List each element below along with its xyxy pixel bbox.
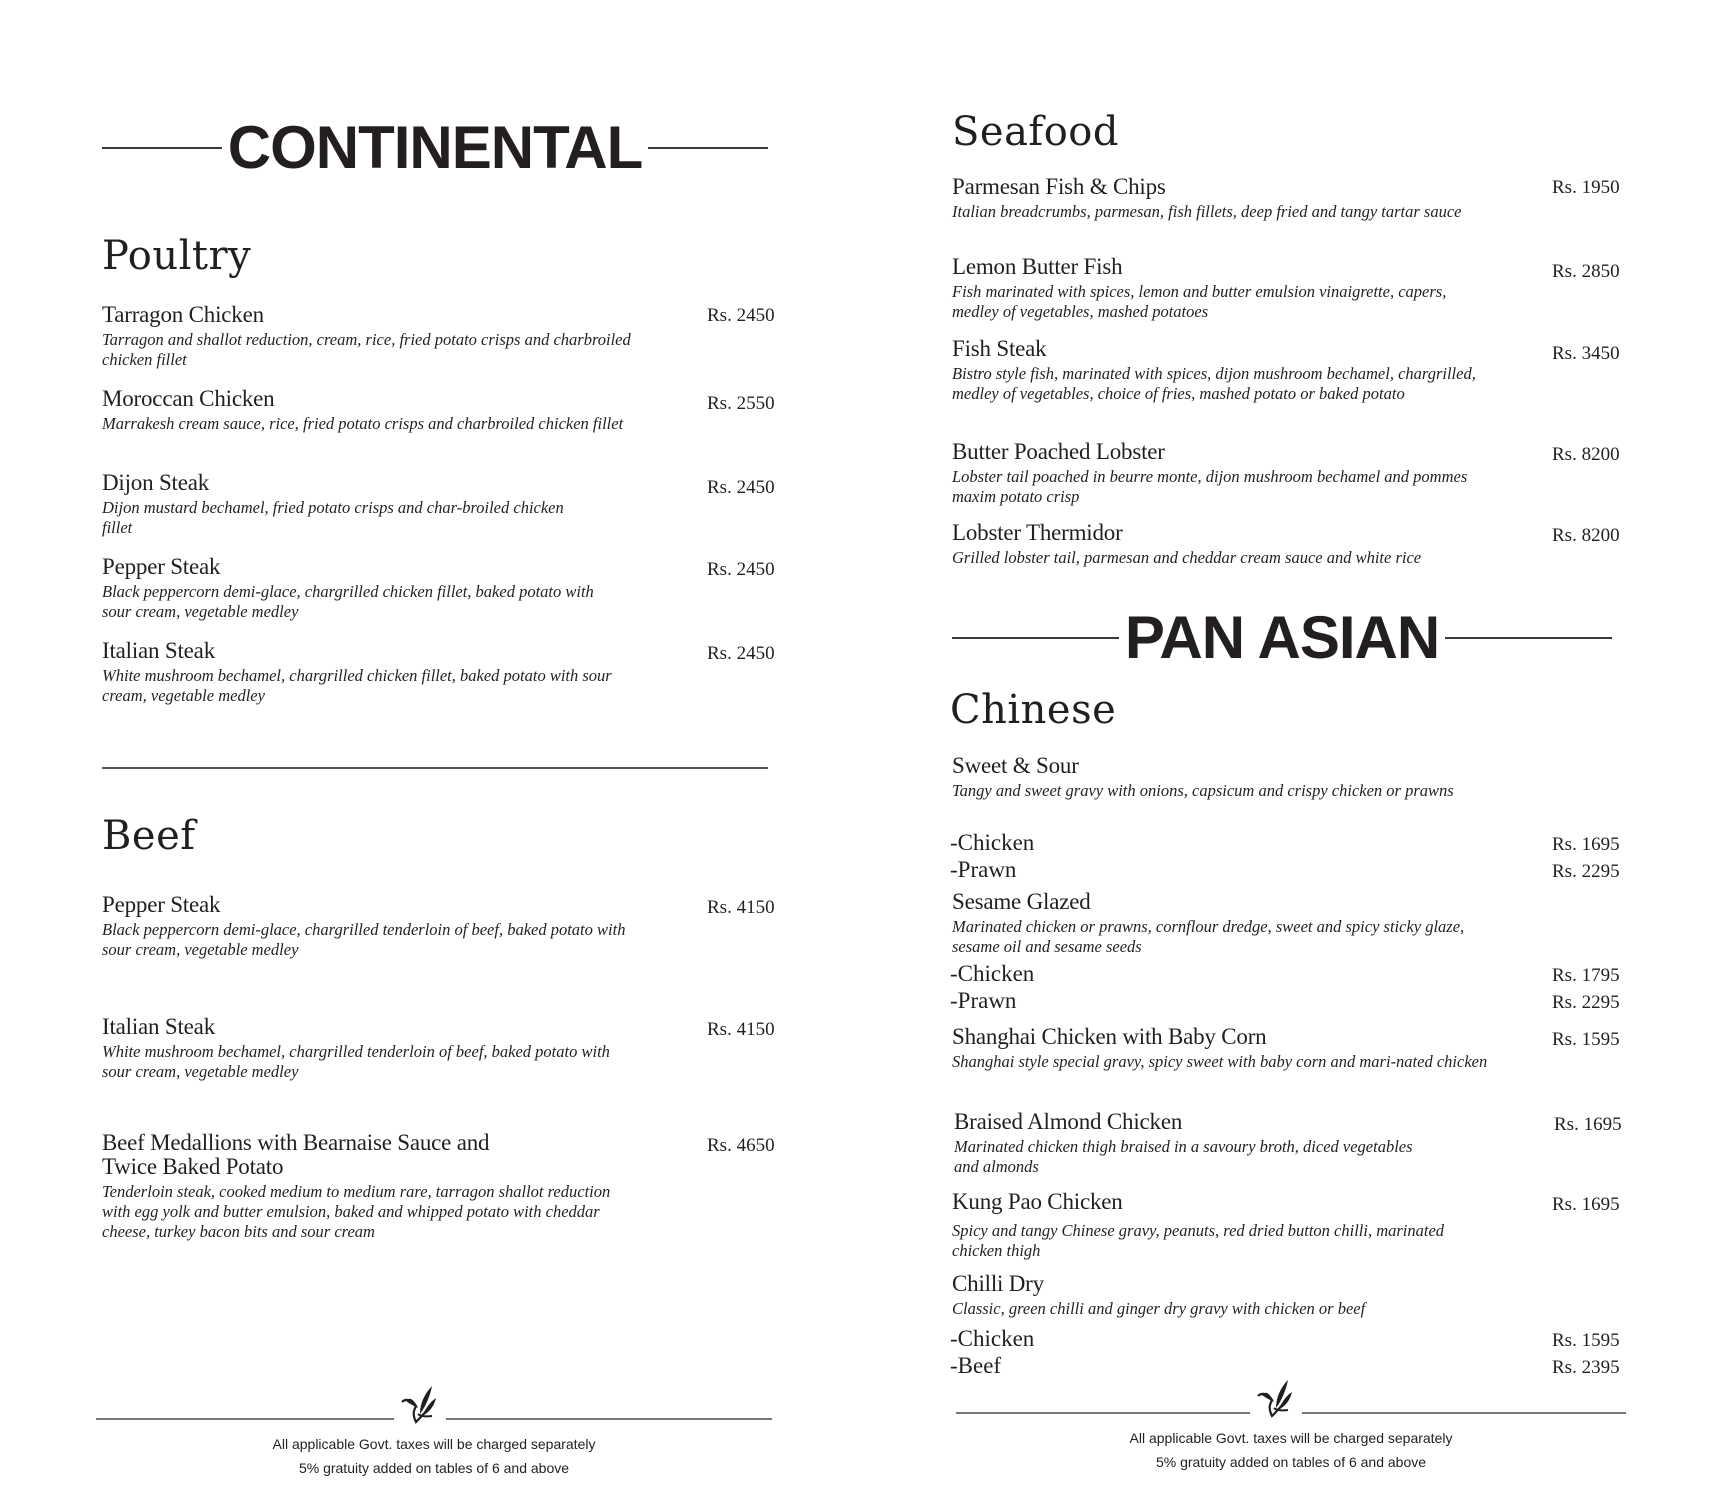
cuisine-title: PAN ASIAN [1124, 604, 1440, 671]
item-description: Dijon mustard bechamel, fried potato crisps and char-broiled chicken fillet [102, 498, 564, 537]
item-price: Rs. 2450 [707, 477, 775, 498]
item-price: Rs. 2850 [1552, 261, 1620, 282]
item-name: Kung Pao Chicken [952, 1189, 1123, 1214]
item-description: Tarragon and shallot reduction, cream, rice, fried potato crisps and charbroiled chicken fillet [102, 330, 631, 369]
variant-label: -Chicken [950, 961, 1035, 986]
menu-item [102, 1131, 642, 1242]
item-name: Parmesan Fish & Chips [952, 174, 1166, 199]
item-price: Rs. 2450 [707, 305, 775, 326]
menu-footer [956, 1378, 1626, 1474]
menu-item [952, 255, 1482, 322]
cuisine-title: CONTINENTAL [227, 114, 643, 181]
variant-price: Rs. 1795 [1552, 965, 1620, 986]
item-name: Chilli Dry [952, 1271, 1044, 1296]
item-name: Braised Almond Chicken [954, 1109, 1183, 1134]
item-price: Rs. 4150 [707, 1019, 775, 1040]
item-name: Fish Steak [952, 336, 1047, 361]
item-name: Tarragon Chicken [102, 302, 264, 327]
item-description: White mushroom bechamel, chargrilled chicken fillet, baked potato with sour cream, vegetable medley [102, 666, 612, 705]
item-description: Marinated chicken thigh braised in a savoury broth, diced vegetables and almonds [954, 1137, 1413, 1176]
item-price: Rs. 4150 [707, 897, 775, 918]
tax-note: All applicable Govt. taxes will be charged separately [272, 1436, 596, 1452]
footer-rule-right [1302, 1412, 1626, 1414]
variant-label: -Chicken [950, 1326, 1035, 1351]
right-menu-page [858, 0, 1717, 1512]
left-menu-page [0, 0, 858, 1512]
menu-item [102, 639, 642, 706]
item-price: Rs. 1950 [1552, 177, 1620, 198]
item-description: White mushroom bechamel, chargrilled tenderloin of beef, baked potato with sour cream, vegetable medley [102, 1042, 610, 1081]
menu-footer [96, 1384, 772, 1480]
header-rule-right [1445, 637, 1612, 639]
variant-price: Rs. 2295 [1552, 992, 1620, 1013]
item-description: Tenderloin steak, cooked medium to medium rare, tarragon shallot reduction with egg yolk and butter emulsion, baked and whipped potato with cheddar cheese, turkey bacon bits and sour cream [102, 1182, 611, 1241]
item-price: Rs. 8200 [1552, 444, 1620, 465]
menu-item [952, 440, 1472, 507]
section-divider [102, 767, 768, 769]
item-price: Rs. 1695 [1554, 1114, 1622, 1135]
footer-rule-right [446, 1418, 772, 1420]
item-description: Fish marinated with spices, lemon and butter emulsion vinaigrette, capers, medley of vegetables, mashed potatoes [952, 282, 1447, 321]
category-heading-beef: Beef [102, 813, 196, 859]
menu-item [102, 303, 642, 370]
header-rule-right [648, 147, 768, 149]
variant-label: -Beef [950, 1353, 1002, 1378]
tax-note: All applicable Govt. taxes will be charged separately [1129, 1430, 1453, 1446]
menu-item [102, 387, 642, 434]
menu-item [952, 1190, 1452, 1261]
item-name: Beef Medallions with Bearnaise Sauce and Twice Baked Potato [102, 1130, 490, 1179]
menu-item [952, 175, 1472, 222]
variant-price: Rs. 2395 [1552, 1357, 1620, 1378]
item-description: Marrakesh cream sauce, rice, fried potato crisps and charbroiled chicken fillet [102, 414, 624, 433]
item-name: Lobster Thermidor [952, 520, 1123, 545]
item-description: Black peppercorn demi-glace, chargrilled chicken fillet, baked potato with sour cream, vegetable medley [102, 582, 594, 621]
item-name: Sesame Glazed [952, 889, 1091, 914]
menu-item [954, 1110, 1434, 1177]
item-name: Dijon Steak [102, 470, 210, 495]
item-price: Rs. 1695 [1552, 1194, 1620, 1215]
gratuity-note: 5% gratuity added on tables of 6 and above [298, 1460, 570, 1476]
item-description: Black peppercorn demi-glace, chargrilled tenderloin of beef, baked potato with sour cream, vegetable medley [102, 920, 626, 959]
item-price: Rs. 2550 [707, 393, 775, 414]
header-rule-left [952, 637, 1119, 639]
variant-label: -Prawn [950, 857, 1017, 882]
leaf-ornament-icon [396, 1384, 440, 1428]
item-description: Grilled lobster tail, parmesan and cheddar cream sauce and white rice [952, 548, 1422, 567]
gratuity-note: 5% gratuity added on tables of 6 and above [1155, 1454, 1427, 1470]
item-name: Sweet & Sour [952, 753, 1079, 778]
menu-item [102, 471, 582, 538]
item-price: Rs. 4650 [707, 1135, 775, 1156]
menu-item [952, 1272, 1532, 1319]
item-description: Classic, green chilli and ginger dry gravy with chicken or beef [952, 1299, 1366, 1318]
footer-rule-left [96, 1418, 394, 1420]
category-heading-poultry: Poultry [102, 233, 252, 279]
menu-item [952, 754, 1482, 801]
menu-item [952, 521, 1532, 568]
item-name: Lemon Butter Fish [952, 254, 1123, 279]
menu-item [102, 893, 642, 960]
menu-item [952, 337, 1482, 404]
cuisine-header-pan-asian [952, 604, 1612, 671]
item-name: Shanghai Chicken with Baby Corn [952, 1024, 1267, 1049]
menu-item [102, 555, 612, 622]
menu-item [952, 1025, 1492, 1072]
item-name: Italian Steak [102, 638, 215, 663]
item-description: Italian breadcrumbs, parmesan, fish fillets, deep fried and tangy tartar sauce [952, 202, 1462, 221]
item-description: Shanghai style special gravy, spicy sweet with baby corn and mari-nated chicken [952, 1052, 1488, 1071]
item-price: Rs. 1595 [1552, 1029, 1620, 1050]
category-heading-chinese: Chinese [950, 687, 1117, 733]
variant-price: Rs. 1595 [1552, 1330, 1620, 1351]
item-price: Rs. 2450 [707, 643, 775, 664]
cuisine-header-continental [102, 114, 768, 181]
item-name: Pepper Steak [102, 892, 221, 917]
item-name: Butter Poached Lobster [952, 439, 1165, 464]
variant-price: Rs. 1695 [1552, 834, 1620, 855]
header-rule-left [102, 147, 222, 149]
leaf-ornament-icon [1252, 1378, 1296, 1422]
item-price: Rs. 3450 [1552, 343, 1620, 364]
footer-rule-left [956, 1412, 1250, 1414]
item-price: Rs. 2450 [707, 559, 775, 580]
category-heading-seafood: Seafood [952, 109, 1119, 155]
item-description: Spicy and tangy Chinese gravy, peanuts, red dried button chilli, marinated chicken thigh [952, 1221, 1445, 1260]
item-description: Tangy and sweet gravy with onions, capsicum and crispy chicken or prawns [952, 781, 1454, 800]
variant-price: Rs. 2295 [1552, 861, 1620, 882]
item-name: Moroccan Chicken [102, 386, 275, 411]
item-description: Bistro style fish, marinated with spices, dijon mushroom bechamel, chargrilled, medley of vegetables, choice of fries, mashed potato or baked potato [952, 364, 1476, 403]
menu-item [102, 1015, 622, 1082]
item-price: Rs. 8200 [1552, 525, 1620, 546]
menu-item [952, 890, 1472, 957]
variant-label: -Prawn [950, 988, 1017, 1013]
item-name: Italian Steak [102, 1014, 215, 1039]
item-description: Lobster tail poached in beurre monte, dijon mushroom bechamel and pommes maxim potato crisp [952, 467, 1468, 506]
variant-label: -Chicken [950, 830, 1035, 855]
item-name: Pepper Steak [102, 554, 221, 579]
item-description: Marinated chicken or prawns, cornflour dredge, sweet and spicy sticky glaze, sesame oil and sesame seeds [952, 917, 1465, 956]
